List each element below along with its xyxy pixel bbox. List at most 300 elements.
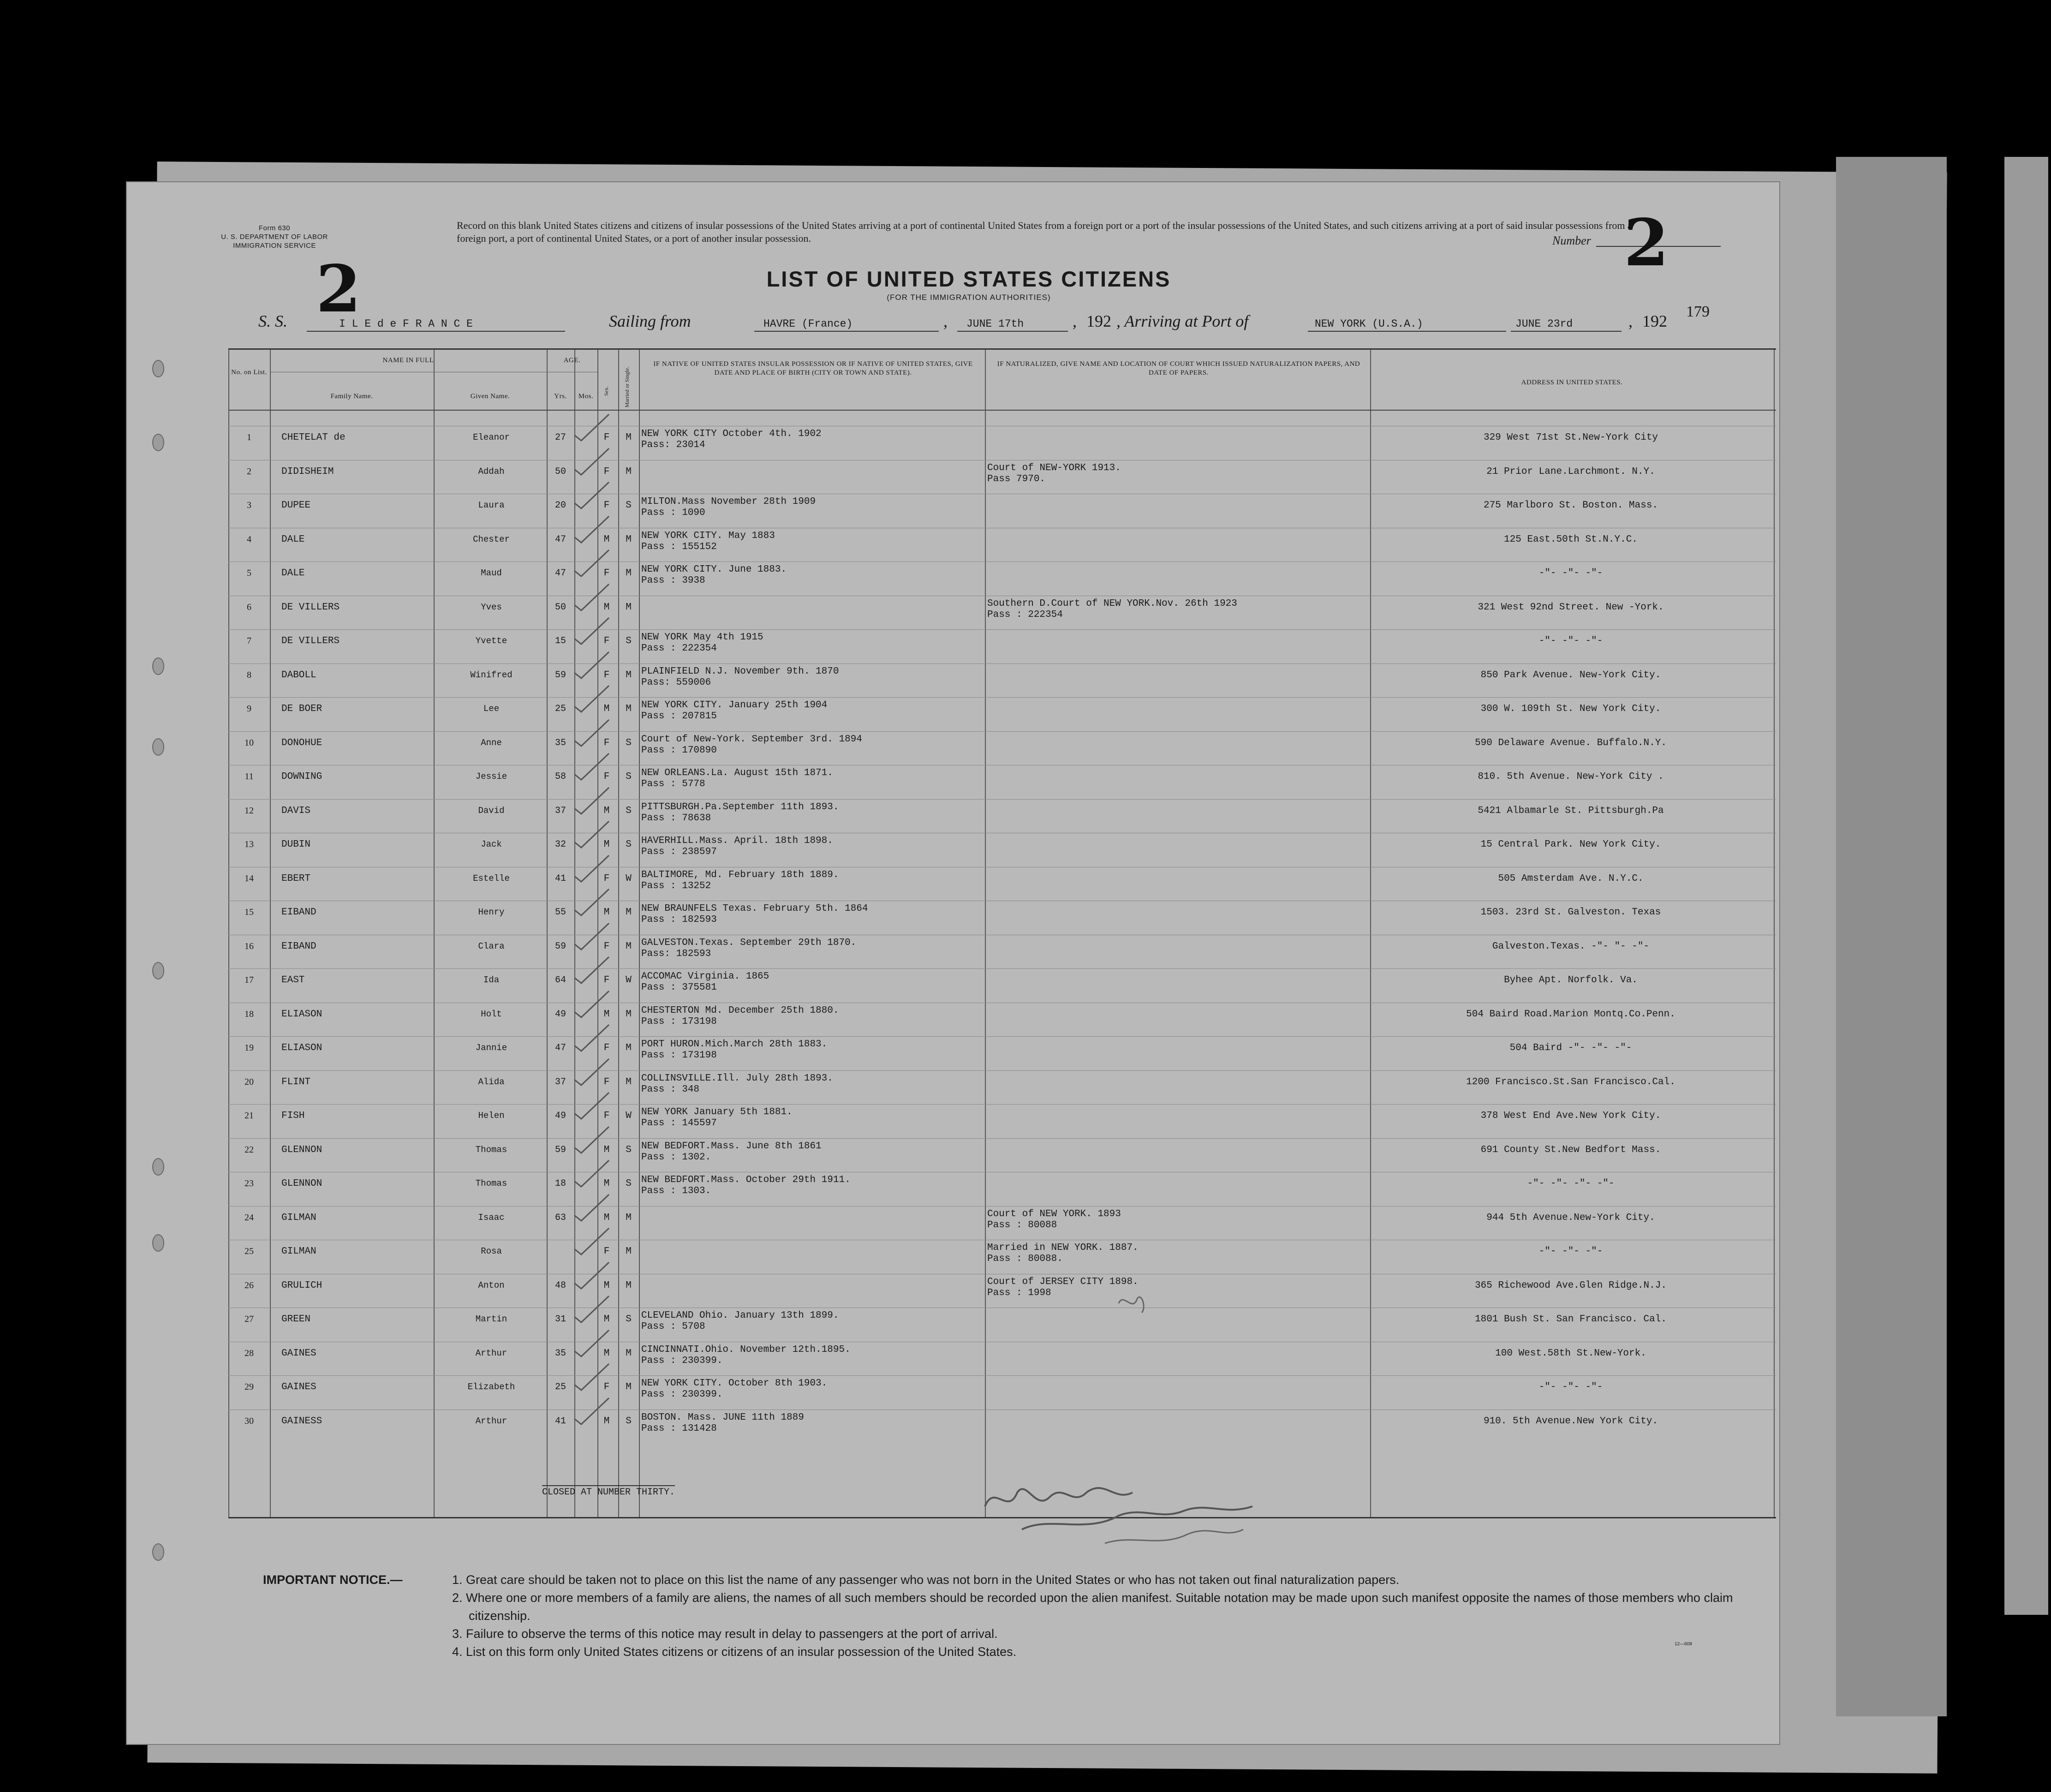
notice-item-3: 3. Failure to observe the terms of this notice may result in delay to passengers at the port of arrival. [452,1627,998,1641]
birth-place-date: ACCOMAC Virginia. 1865 [641,971,769,982]
cell-marital-status: S [626,1144,632,1155]
passenger-table [228,348,1776,1518]
cell-family-name: GAINES [281,1348,316,1359]
cell-given-name: Anton [478,1280,505,1290]
cell-address: 850 Park Avenue. New-York City. [1480,669,1661,681]
cell-given-name: Chester [473,534,510,544]
cell-marital-status: S [626,1178,632,1189]
table-row [228,494,1776,527]
cell-marital-status: S [626,500,632,511]
year-arrival: 192 [1642,312,1667,330]
form-number: Form 630 [258,224,291,232]
passport-number: Pass: 559006 [641,677,711,688]
check-mark [572,1057,614,1089]
cell-address: 321 West 92nd Street. New -York. [1478,602,1664,613]
binder-hole [152,1234,164,1252]
check-mark [572,683,614,716]
table-row [228,968,1776,1002]
passport-number: Pass: 23014 [641,440,705,450]
check-mark [572,1362,614,1394]
passport-number: Pass : 5778 [641,779,705,789]
cell-sex: M [603,1416,610,1427]
binder-hole [152,738,164,756]
cell-birth-info [641,1310,839,1332]
cell-marital-status: M [626,907,632,918]
cell-family-name: EAST [281,975,305,986]
cell-family-name: EBERT [281,873,311,884]
cell-number: 20 [244,1076,254,1087]
cell-marital-status: M [626,941,632,952]
birth-place-date: CINCINNATI.Ohio. November 12th.1895. [641,1344,851,1355]
cell-given-name: Thomas [475,1178,507,1189]
cell-given-name: Ida [483,975,500,985]
cell-address: 504 Baird Road.Marion Montq.Co.Penn. [1466,1009,1675,1020]
margin-scribble [1114,1290,1151,1317]
check-mark [572,785,614,818]
check-mark [572,853,614,885]
cell-address: 1801 Bush St. San Francisco. Cal. [1475,1314,1667,1325]
passport-number: Pass : 230399. [641,1389,723,1400]
cell-birth-info [641,1378,827,1400]
cell-address: 5421 Albamarle St. Pittsburgh.Pa [1478,805,1664,816]
cell-marital-status: M [626,534,632,545]
cell-given-name: Isaac [478,1212,505,1223]
passport-number: Pass : 5708 [641,1321,705,1332]
cell-address: 691 County St.New Bedfort Mass. [1480,1144,1661,1155]
cell-given-name: Winifred [470,669,513,680]
birth-place-date: COLLINSVILLE.Ill. July 28th 1893. [641,1073,833,1084]
notice-item-4: 4. List on this form only United States citizens or citizens of an insular possession of the United States. [452,1645,1017,1659]
table-row [228,765,1776,799]
cell-address: 810. 5th Avenue. New-York City . [1478,771,1664,782]
cell-age-years: 59 [554,669,566,681]
cell-given-name: Anne [481,737,502,748]
cell-family-name: DAVIS [281,805,311,816]
table-row [228,528,1776,561]
table-row [228,663,1776,697]
cell-number: 4 [247,534,251,544]
cell-marital-status: W [626,1111,632,1121]
col-header-yrs: Yrs. [554,393,567,400]
passport-number: Pass : 207815 [641,711,717,722]
cell-family-name: GREEN [281,1314,311,1325]
naturalization-court: Court of NEW YORK. 1893 [987,1208,1121,1219]
cell-sex: M [603,1178,610,1189]
cell-birth-info [641,1039,827,1061]
naturalization-pass: Pass : 80088. [987,1254,1063,1264]
table-row [228,1410,1776,1443]
naturalization-court: Southern D.Court of NEW YORK.Nov. 26th 1923 [987,598,1237,609]
cell-address: 21 Prior Lane.Larchmont. N.Y. [1486,466,1655,477]
binder-hole [152,1543,164,1561]
cell-marital-status: M [626,1212,632,1223]
col-header-birth: IF NATIVE OF UNITED STATES INSULAR POSSESSION OR IF NATIVE OF UNITED STATES, GIVE DATE AND PLACE OF BIRTH (CITY OR TOWN AND STATE). [653,360,973,376]
form-identifier [191,224,358,250]
cell-age-years: 32 [554,839,566,850]
cell-age-years: 49 [554,1111,566,1121]
cell-family-name: ELIASON [281,1043,322,1053]
cell-age-years: 31 [554,1314,566,1325]
cell-given-name: Alida [478,1076,505,1087]
page-number: 179 [1686,303,1710,320]
cell-given-name: Laura [478,500,505,510]
cell-number: 21 [244,1111,254,1121]
cell-sex: F [603,1076,610,1087]
cell-given-name: David [478,805,505,816]
check-mark [572,1090,614,1123]
passport-number: Pass : 375581 [641,982,717,993]
naturalization-pass: Pass : 1998 [987,1287,1051,1298]
cell-number: 18 [244,1009,254,1019]
check-mark [572,1158,614,1190]
cell-given-name: Arthur [475,1348,507,1358]
passport-number: Pass : 145597 [641,1118,717,1129]
cell-sex: M [603,1009,610,1020]
cell-address: 365 Richewood Ave.Glen Ridge.N.J. [1475,1280,1667,1291]
cell-age-years: 47 [554,568,566,579]
check-mark [572,819,614,851]
cell-address: 329 West 71st St.New-York City [1483,432,1658,443]
birth-place-date: NEW YORK CITY October 4th. 1902 [641,429,822,439]
passport-number: Pass : 238597 [641,847,717,857]
cell-family-name: DABOLL [281,669,316,681]
cell-family-name: GAINES [281,1382,316,1392]
check-mark [572,548,614,580]
cell-birth-info [641,1412,804,1434]
cell-given-name: Elizabeth [467,1382,515,1392]
cell-age-years: 58 [554,771,566,782]
cell-age-years: 50 [554,602,566,613]
cell-family-name: DUBIN [281,839,311,850]
cell-address: 378 West End Ave.New York City. [1480,1111,1661,1121]
cell-number: 22 [244,1144,254,1155]
passport-number: Pass : 173198 [641,1016,717,1027]
passport-number: Pass : 170890 [641,745,717,756]
voyage-line: S. S. I L E d e F R A N C E Sailing from HAVRE (France) , JUNE 17th , 192 , Arriving at Port of NEW YORK (U.S.A.) JUNE 23rd , 192 [127,311,1779,335]
cell-family-name: GAINESS [281,1416,322,1427]
check-mark [572,1226,614,1258]
col-header-married: Married or Single. [624,366,630,407]
cell-age-years: 47 [554,534,566,545]
cell-sex: F [603,500,610,511]
birth-place-date: CLEVELAND Ohio. January 13th 1899. [641,1310,839,1321]
table-row [228,1036,1776,1070]
year-departure: 192 [1086,312,1111,330]
birth-place-date: CHESTERTON Md. December 25th 1880. [641,1005,839,1016]
cell-number: 26 [244,1280,254,1290]
cell-age-years: 47 [554,1043,566,1053]
departure-port: HAVRE (France) [763,318,853,330]
arriving-label: , Arriving at Port of [1116,312,1249,330]
binder-hole [152,962,164,980]
passport-number: Pass : 3938 [641,575,705,586]
cell-given-name: Helen [478,1111,505,1121]
cell-age-years: 35 [554,737,566,748]
passport-number: Pass : 155152 [641,541,717,552]
table-row [228,1138,1776,1172]
table-row [228,1003,1776,1036]
cell-marital-status: S [626,839,632,850]
table-row [228,935,1776,968]
cell-given-name: Thomas [475,1144,507,1155]
table-row [228,1104,1776,1138]
cell-given-name: Clara [478,941,505,951]
cell-number: 29 [244,1382,254,1392]
cell-number: 6 [247,602,251,612]
page-subtitle: (FOR THE IMMIGRATION AUTHORITIES) [887,293,1051,302]
arrival-port: NEW YORK (U.S.A.) [1315,318,1423,330]
cell-birth-info [641,1141,822,1163]
cell-family-name: GLENNON [281,1178,322,1189]
cell-marital-status: M [626,704,632,714]
check-mark [572,446,614,478]
cell-birth-info [641,700,827,722]
cell-marital-status: W [626,975,632,986]
cell-sex: M [603,839,610,850]
table-row [228,867,1776,901]
cell-birth-info [641,971,769,993]
cell-number: 5 [247,568,251,578]
cell-sex: F [603,432,610,443]
cell-family-name: DUPEE [281,500,311,511]
cell-marital-status: M [626,1382,632,1392]
number-label: Number [1552,234,1591,247]
cell-number: 13 [244,839,254,849]
cell-address: 300 W. 109th St. New York City. [1480,704,1661,714]
table-row [228,1206,1776,1240]
check-mark [572,717,614,750]
cell-marital-status: M [626,1280,632,1291]
cell-sex: M [603,1212,610,1223]
check-mark [572,582,614,614]
cell-marital-status: S [626,771,632,782]
closed-note: CLOSED AT NUMBER THIRTY. [542,1485,675,1498]
cell-sex: F [603,941,610,952]
birth-place-date: NEW YORK January 5th 1881. [641,1107,793,1117]
cell-sex: M [603,1144,610,1155]
cell-age-years: 15 [554,636,566,646]
cell-number: 19 [244,1043,254,1053]
notice-item-2: 2. Where one or more members of a family are aliens, the names of all such members should be recorded upon the alien manifest. Suitable notation may be made upon such manifest opposite the names of those members who claim citizenship. [452,1591,1733,1623]
check-mark [572,650,614,682]
check-mark [572,412,614,444]
list-number-right: 2 [1624,205,1669,281]
cell-sex: M [603,907,610,918]
passport-number: Pass : 182593 [641,914,717,925]
cell-birth-info [641,768,833,790]
birth-place-date: PORT HURON.Mich.March 28th 1883. [641,1039,828,1050]
check-mark [572,514,614,546]
table-row [228,460,1776,494]
cell-sex: F [603,771,610,782]
table-row [228,1070,1776,1104]
cell-birth-info [641,802,839,824]
list-number-left: 2 [316,251,361,327]
birth-place-date: NEW ORLEANS.La. August 15th 1871. [641,768,833,778]
birth-place-date: NEW YORK CITY. May 1883 [641,530,775,541]
cell-family-name: FLINT [281,1076,311,1087]
cell-marital-status: M [626,432,632,443]
cell-marital-status: S [626,1314,632,1325]
naturalization-pass: Pass : 80088 [987,1219,1057,1231]
col-header-naturalized: IF NATURALIZED, GIVE NAME AND LOCATION OF COURT WHICH ISSUED NATURALIZATION PAPERS, AND DATE OF PAPERS. [997,360,1360,376]
cell-family-name: DIDISHEIM [281,466,334,477]
check-mark [572,955,614,987]
cell-number: 28 [244,1348,254,1358]
cell-family-name: ELIASON [281,1009,322,1020]
birth-place-date: NEW YORK CITY. January 25th 1904 [641,700,828,711]
cell-number: 14 [244,873,254,884]
cell-birth-info [641,1175,851,1197]
check-mark [572,615,614,648]
cell-address: Byhee Apt. Norfolk. Va. [1504,975,1638,986]
cell-number: 15 [244,907,254,917]
naturalization-pass: Pass : 222354 [987,609,1063,620]
cell-number: 12 [244,805,254,816]
cell-given-name: Yvette [475,636,507,646]
birth-place-date: BALTIMORE, Md. February 18th 1889. [641,869,839,880]
cell-family-name: DE VILLERS [281,602,340,613]
cell-number: 8 [247,669,251,680]
cell-number: 10 [244,737,254,748]
check-mark [572,1192,614,1225]
cell-number: 24 [244,1212,254,1223]
cell-number: 25 [244,1246,254,1256]
cell-number: 23 [244,1178,254,1189]
birth-place-date: NEW YORK May 4th 1915 [641,632,763,643]
cell-age-years: 48 [554,1280,566,1291]
cell-number: 16 [244,941,254,951]
table-row [228,1172,1776,1206]
cell-address: 125 East.50th St.N.Y.C. [1504,534,1638,545]
cell-sex: M [603,602,610,613]
cell-sex: M [603,1348,610,1359]
check-mark [572,1260,614,1292]
cell-given-name: Jessie [475,771,507,782]
cell-marital-status: S [626,805,632,816]
cell-family-name: DE VILLERS [281,636,340,646]
cell-address: 15 Central Park. New York City. [1480,839,1661,850]
cell-age-years: 37 [554,1076,566,1087]
cell-age-years: 64 [554,975,566,986]
table-row [228,833,1776,866]
col-header-mos: Mos. [578,393,594,400]
cell-age-years: 63 [554,1212,566,1223]
cell-age-years: 59 [554,1144,566,1155]
cell-family-name: GILMAN [281,1212,316,1223]
cell-sex: M [603,704,610,714]
cell-given-name: Maud [481,568,502,578]
passport-number: Pass : 230399. [641,1355,723,1366]
cell-address: 505 Amsterdam Ave. N.Y.C. [1498,873,1644,884]
binder-hole [152,360,164,377]
cell-number: 7 [247,636,251,646]
table-row [228,731,1776,765]
cell-marital-status: M [626,1009,632,1020]
cell-number: 2 [247,466,251,477]
cell-marital-status: M [626,602,632,613]
col-header-address: ADDRESS IN UNITED STATES. [1521,379,1623,386]
cell-given-name: Jannie [475,1043,507,1053]
cell-address: -"- -"- -"- [1538,1246,1603,1257]
cell-sex: F [603,1043,610,1053]
naturalization-pass: Pass 7970. [987,473,1046,484]
cell-marital-status: M [626,568,632,579]
cell-address: -"- -"- -"- -"- [1527,1178,1615,1189]
cell-number: 30 [244,1416,254,1426]
birth-place-date: NEW BEDFORT.Mass. October 29th 1911. [641,1175,851,1185]
passport-number: Pass : 1302. [641,1152,711,1163]
check-mark [572,887,614,919]
cell-birth-info [641,734,862,756]
cell-sex: F [603,636,610,646]
notice-items [452,1571,1785,1661]
page-title: LIST OF UNITED STATES CITIZENS [766,267,1171,291]
naturalization-court: Court of JERSEY CITY 1898. [987,1276,1139,1287]
cell-sex: F [603,466,610,477]
passport-number: Pass : 131428 [641,1423,717,1434]
cell-age-years: 55 [554,907,566,918]
cell-naturalization [987,598,1237,621]
cell-sex: M [603,1280,610,1291]
cell-number: 3 [247,500,251,510]
cell-given-name: Addah [478,466,505,477]
cell-address: 275 Marlboro St. Boston. Mass. [1483,500,1658,511]
binder-hole [152,434,164,451]
department: U. S. DEPARTMENT OF LABOR [221,233,328,241]
cell-family-name: DE BOER [281,704,322,714]
notice-item-1: 1. Great care should be taken not to place on this list the name of any passenger who was not born in the United States or who has not taken out final naturalization papers. [452,1573,1400,1587]
check-mark [572,921,614,953]
check-mark [572,480,614,512]
cell-address: 504 Baird -"- -"- -"- [1509,1043,1632,1053]
table-row [228,1274,1776,1308]
cell-birth-info [641,496,816,519]
cell-sex: F [603,1111,610,1121]
cell-family-name: EIBAND [281,941,316,952]
cell-number: 1 [247,432,251,442]
cell-address: -"- -"- -"- [1538,1382,1603,1392]
cell-age-years: 50 [554,466,566,477]
cell-sex: F [603,669,610,681]
birth-place-date: MILTON.Mass November 28th 1909 [641,496,816,507]
cell-birth-info [641,903,868,926]
cell-given-name: Henry [478,907,505,917]
cell-address: 1200 Francisco.St.San Francisco.Cal. [1466,1076,1675,1087]
cell-sex: M [603,534,610,545]
cell-family-name: DALE [281,534,305,545]
cell-age-years: 37 [554,805,566,816]
cell-family-name: FISH [281,1111,305,1121]
manifest-page [127,182,1779,1744]
cell-given-name: Arthur [475,1416,507,1426]
ss-label: S. S. [258,312,287,330]
cell-marital-status: M [626,1076,632,1087]
col-header-age: AGE. [563,357,581,364]
col-header-name: NAME IN FULL [382,357,434,364]
cell-age-years: 25 [554,704,566,714]
cell-age-years: 41 [554,873,566,884]
check-mark [572,1124,614,1157]
table-row [228,596,1776,629]
handwritten-annotation [966,1465,1382,1557]
col-header-sex: Sex. [603,386,609,396]
table-row [228,561,1776,595]
cell-age-years: 18 [554,1178,566,1189]
cell-sex: F [603,975,610,986]
cell-number: 27 [244,1314,254,1324]
cell-sex: M [603,1314,610,1325]
